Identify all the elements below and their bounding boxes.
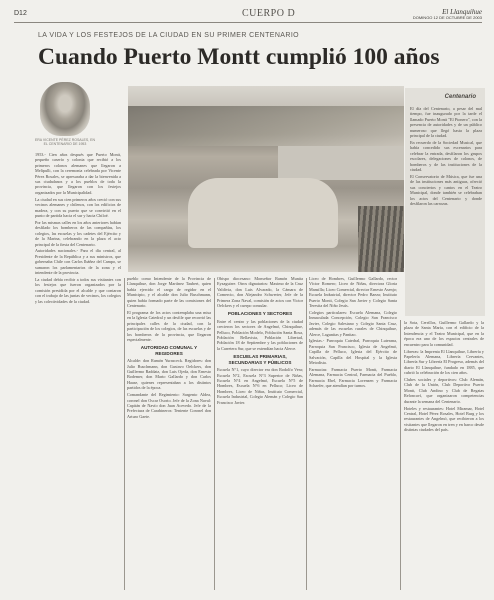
column-4	[309, 276, 397, 592]
sidebar-title: Centenario	[444, 94, 476, 100]
paragraph: El programa de los actos contemplaba una misa en la Iglesia Catedral y un desfile que recorrió las principales calles de la ciudad, con la participación de los colegios, de las escuelas y de los bomberos de la provincia, que llegaron especialmente.	[127, 309, 211, 342]
newspaper-name: El Llanquihue	[442, 8, 482, 16]
column-3	[217, 276, 303, 592]
column-divider	[400, 320, 401, 590]
photo-trees	[358, 206, 404, 272]
headline: Cuando Puerto Montt cumplió 100 años	[38, 44, 440, 70]
sidebar-paragraph: El día del Centenario, a pesar del mal tiempo, fue inaugurado por la tarde el llamado Puerto Montt "El Pionero", con la presencia de autoridades y de un público numeroso que llegó hasta la plaza principal de la ciudad.	[410, 106, 482, 139]
column-divider	[124, 278, 125, 590]
paragraph: Hoteles y restaurantes: Hotel Miramar, Hotel Central, Hotel Pérez Rosales, Hotel Burg y los restaurantes de Angelmó, que recibieron a los visitantes que llegaron en tren y en barco desde distintas ciudades del país.	[404, 405, 484, 433]
paragraph: Iglesias.- Parroquia Catedral, Parroquia Luterana, Parroquia San Francisco, Iglesia de Angelmó, Capilla de Pelluco, Iglesia del Ejército de Salvación, Capilla del Hospital y la Iglesia Metodista.	[309, 338, 397, 366]
column-5	[404, 320, 484, 592]
page-number: D12	[14, 10, 27, 17]
photo-hill	[128, 106, 404, 146]
paragraph: Clubes sociales y deportivos: Club Alemán, Club de la Unión, Club Deportivo Puerto Montt, Club Andino y Club de Regatas Reloncaví, que organizaron competencias durante la semana del Centenario.	[404, 377, 484, 404]
column-divider	[214, 278, 215, 590]
paragraph: 1953.- Cien años después que Puerto Montt, pequeño caserío y colonia que recibió a los primeros colonos alemanes que llegaron a Melipulli, con la ceremonia celebrada por Vicente Pérez Rosales, se apresuraba a dar la bienvenida a sus ciudadanos y a los pueblos de toda la provincia, que llegaron con los festejos organizados por la Municipalidad.	[35, 152, 121, 195]
portrait-caption: ERA VICENTE PÉREZ ROSALES, EN EL CENTENARIO DE 1953	[34, 138, 96, 146]
paragraph: Autoridades nacionales.- Para el día central, al Presidente de la República y a sus ministros, que gobernaba Chile con Carlos Ibáñez del Campo, se sumaron los parlamentarios de la zona y el intendente de la provincia.	[35, 248, 121, 276]
paragraph: Entre el centro y las poblaciones de la ciudad crecieron los sectores de Angelmó, Chinquihue, Pelluco, Población Modelo, Población Santa Rosa, Población Bellavista, Población Libertad, Población 18 de Septiembre y las poblaciones de la Carretera Sur, que se extendían hacia Alerce.	[217, 318, 303, 351]
column-1	[35, 152, 121, 592]
sidebar-paragraph: El Conservatorio de Música, que fue una de las instituciones más antiguas, ofreció sus conciertos y cantos en el Teatro Municipal, donde también se celebraban los actos del Centenario y donde desfilaron las carrozas.	[410, 173, 482, 206]
paragraph: Farmacias: Farmacia Puerto Montt, Farmacia Alemana, Farmacia Central, Farmacia del Pueblo, Farmacia Ebel, Farmacia Lorenzen y Farmacia Schaefer, que atendían por turnos.	[309, 367, 397, 389]
photo-bay	[278, 146, 404, 180]
city-photo	[128, 86, 404, 272]
column-2	[127, 276, 211, 592]
paragraph: La ciudad en sus cien primeros años creció con sus vecinos alemanes y chilenos, con los edificios de madera, y con su puerto que se convirtió en el punto de partida hacia el sur y hacia Chiloé.	[35, 196, 121, 218]
subhead-schools: ESCUELAS PRIMARIAS, SECUNDARIAS Y PÚBLICOS	[228, 354, 292, 365]
paragraph: Alcalde: don Ramón Yurasceck. Regidores: don Julio Buschmann, don Gustavo Oelckers, don Guillermo Raddatz, don Luis Ojeda, don Ernesto Bodemer, don Mario Gallardo y don Carlos Haase, quienes representaban a los distintos partidos de la época.	[127, 358, 211, 391]
column-divider	[306, 278, 307, 590]
paragraph: Liceo de Hombres, Guillermo Gallardo, rector Víctor Romero; Liceo de Niñas, directora Gloria Mansilla; Liceo Comercial, director Ernesto Asenjo; Escuela Industrial, director Pedro Baeza; Instituto Puerto Montt, Colegio San Javier y Colegio Santa Teresita del Niño Jesús.	[309, 276, 397, 309]
paragraph: Libreras: la Imprenta El Llanquihue, Librería y Papelería Alemana, Librería Cervantes, Librería Sur y Librería El Progreso, además del diario El Llanquihue, fundado en 1885, que cubrió la celebración de los cien años.	[404, 348, 484, 376]
portrait-photo	[40, 82, 90, 136]
photo-plaza	[188, 178, 338, 248]
subhead-authorities: AUTORIDAD COMUNAL Y REGIDORES	[140, 345, 198, 356]
sidebar-text	[410, 106, 482, 208]
subhead-neighborhoods: POBLACIONES Y SECTORES	[227, 311, 293, 317]
page-header	[14, 8, 482, 23]
section-name: CUERPO D	[242, 8, 296, 19]
paragraph: Colegios particulares: Escuela Alemana, Colegio Inmaculada Concepción, Colegio San Francisco Javier, Colegio Salesiano y Colegio Santa Cruz, además de las escuelas rurales de Chinquihue, Alerce, Lagunitas y Panitao.	[309, 309, 397, 337]
sidebar-paragraph: En recuerdo de la Sociedad Musical, que había concedido sus escenarios para celebrar la entrada, desfilaron los grupos escolares, delegaciones de colonos, de bomberos y de las instituciones de la ciudad.	[410, 139, 482, 172]
paragraph: Escuela N°1, cuyo director era don Rodolfo Vera; Escuela N°2, Escuela N°3 Superior de Niñas, Escuela N°4 en Angelmó, Escuela N°5 de Hombres, Escuela N°6 en Pelluco; Liceo de Hombres, Liceo de Niñas, Instituto Comercial, Escuela Industrial, Colegio Alemán y Colegio San Francisco Javier.	[217, 367, 303, 405]
publication-date: DOMINGO 12 DE OCTUBRE DE 2003	[412, 15, 482, 20]
paragraph: Obispo diocesano: Monseñor Ramón Munita Eyzaguirre. Otros dignatarios: Maximo de la Cruz Valdivia, don Luis Alvarado, la Cámara de Comercio, don Alejandro Schwerter, Jefe de la Primera Zona Naval, comisión de actos con Victor Oelckers y el cuerpo consular.	[217, 276, 303, 309]
paragraph: La ciudad debía recibir a todos sus visitantes con los festejos que fueron organizados por la comisión presidida por el alcalde y que contaron con el trabajo de las juntas de vecinos, los colegios y las colectividades de la ciudad.	[35, 276, 121, 304]
paragraph: pueblo como Intendente de la Provincia de Llanquihue, don Jorge Martínez Taubert, quien había ejercido el cargo de regidor en el Municipio, y el alcalde don Julio Buschmann, quien había formado parte de las comisiones del Centenario.	[127, 276, 211, 309]
paragraph: Comandante del Regimiento: Sargento Aldea, coronel don Oscar Osorio. Jefe de la Zona Naval: Capitán de Navío don Juan Acevedo. Jefe de la Prefectura de Carabineros: Teniente Coronel don Arturo Gaete.	[127, 392, 211, 419]
paragraph: Por las mismas calles en los años anteriores habían desfilado los bomberos de las compañías, los colegios, las escuelas y los cadetes del Ejército y de la Marina, celebrando en la plaza el acto principal de la fiesta del Centenario.	[35, 219, 121, 247]
paragraph: la Sota, Cerrillos, Guillermo Gallardo y la plaza de Santa María, con el edificio de la Intendencia y el Teatro Municipal, que en la época era uno de los espacios centrales de encuentro para la comunidad.	[404, 320, 484, 347]
kicker: LA VIDA Y LOS FESTEJOS DE LA CIUDAD EN SU PRIMER CENTENARIO	[38, 32, 300, 39]
